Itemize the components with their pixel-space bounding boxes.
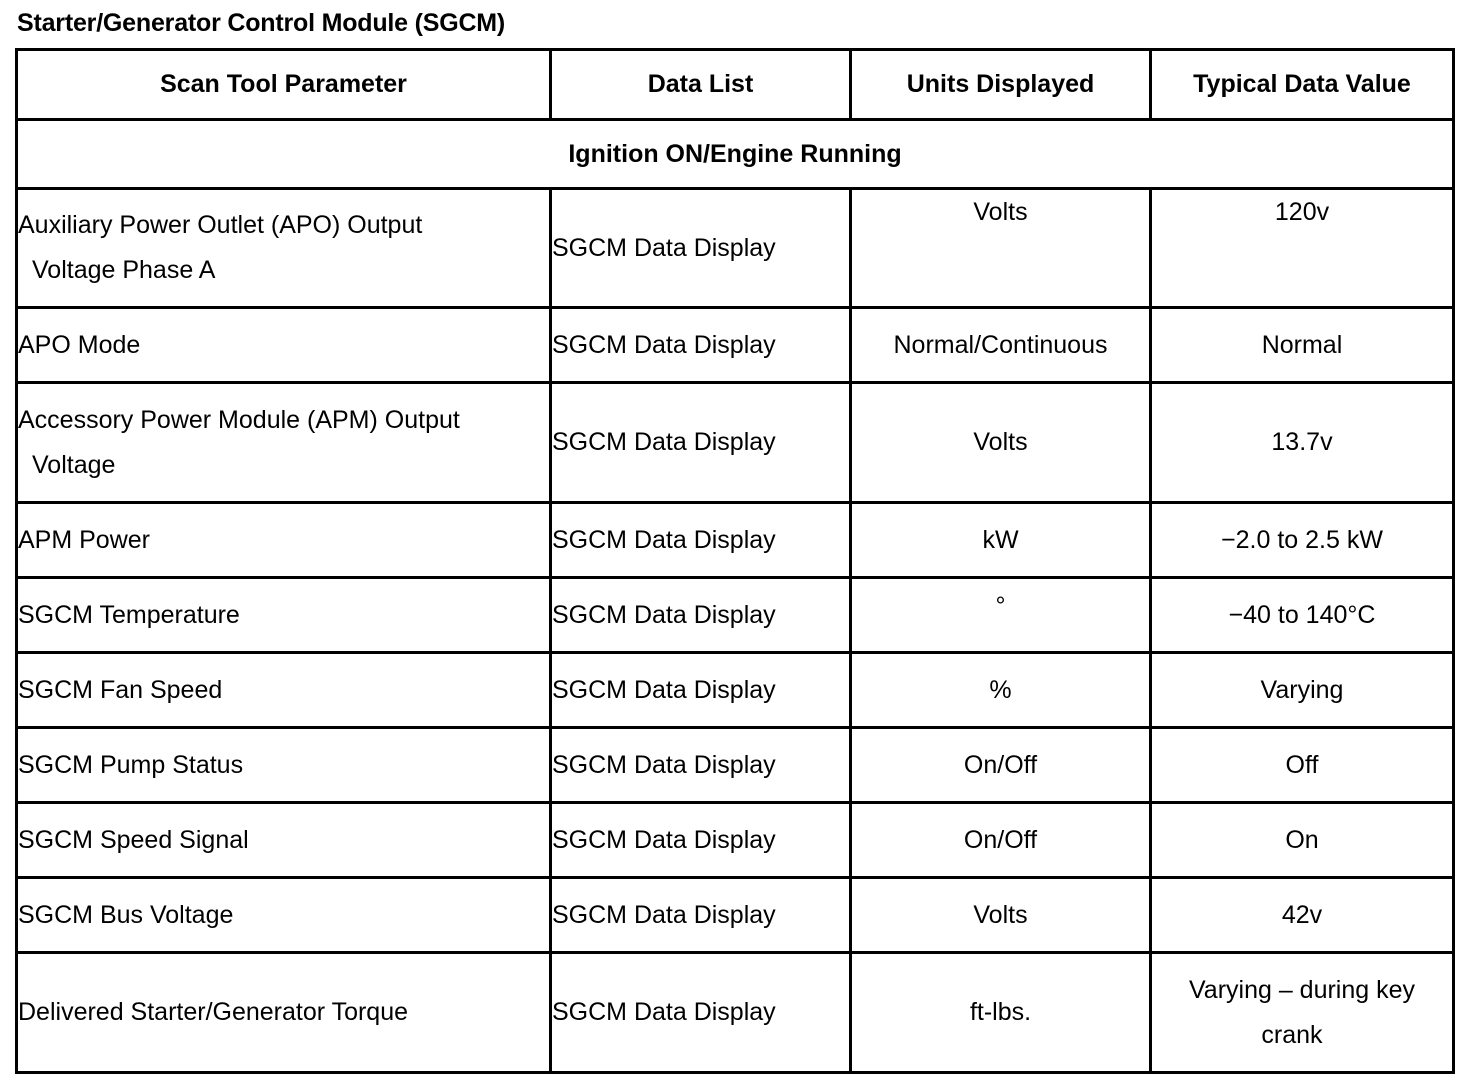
table-row [17,578,1454,653]
scan-tool-data-table [15,48,1455,1074]
parameter-cell [17,189,551,308]
typical-value-cell: Off [1151,728,1454,803]
parameter-line-2: Voltage Phase A [32,256,216,284]
typical-value-line-1: Varying – during key [1188,975,1416,1004]
units-cell: Volts [851,189,1151,308]
table-row [17,189,1454,308]
header-data-list: Data List [551,50,851,120]
data-list-cell: SGCM Data Display [551,728,851,803]
typical-value-cell: −2.0 to 2.5 kW [1151,503,1454,578]
units-cell: Normal/Continuous [851,308,1151,383]
parameter-cell: APO Mode [17,308,551,383]
parameter-cell: SGCM Fan Speed [17,653,551,728]
parameter-line-1: Accessory Power Module (APM) Output [18,405,460,434]
units-cell: Volts [851,878,1151,953]
parameter-cell: SGCM Speed Signal [17,803,551,878]
typical-value-cell: 120v [1151,189,1454,308]
typical-value-cell: 42v [1151,878,1454,953]
data-list-cell: SGCM Data Display [551,189,851,308]
typical-value-cell: Varying [1151,653,1454,728]
table-row [17,308,1454,383]
header-scan-tool-parameter: Scan Tool Parameter [17,50,551,120]
document-title: Starter/Generator Control Module (SGCM) [17,9,506,37]
data-list-cell: SGCM Data Display [551,953,851,1073]
table-row [17,653,1454,728]
units-cell: On/Off [851,803,1151,878]
typical-value-cell [1151,953,1454,1073]
data-list-cell: SGCM Data Display [551,383,851,503]
data-list-cell: SGCM Data Display [551,503,851,578]
parameter-cell: Delivered Starter/Generator Torque [17,953,551,1073]
table-row [17,503,1454,578]
parameter-cell: APM Power [17,503,551,578]
table-row [17,953,1454,1073]
units-cell: kW [851,503,1151,578]
table-row [17,803,1454,878]
header-typical-data-value: Typical Data Value [1151,50,1454,120]
typical-value-cell: Normal [1151,308,1454,383]
header-row [17,50,1454,120]
data-list-cell: SGCM Data Display [551,308,851,383]
typical-value-cell: 13.7v [1151,383,1454,503]
parameter-line-1: Auxiliary Power Outlet (APO) Output [18,211,423,239]
data-list-cell: SGCM Data Display [551,578,851,653]
units-cell: On/Off [851,728,1151,803]
units-cell: % [851,653,1151,728]
parameter-cell: SGCM Bus Voltage [17,878,551,953]
units-cell: ° [851,578,1151,653]
data-list-cell: SGCM Data Display [551,878,851,953]
units-cell: ft-lbs. [851,953,1151,1073]
parameter-cell: SGCM Pump Status [17,728,551,803]
parameter-cell [17,383,551,503]
table-row [17,383,1454,503]
header-units-displayed: Units Displayed [851,50,1151,120]
parameter-line-2: Voltage [32,450,116,479]
section-heading: Ignition ON/Engine Running [17,120,1454,189]
table-row [17,728,1454,803]
data-list-cell: SGCM Data Display [551,653,851,728]
section-row [17,120,1454,189]
typical-value-line-2: crank [1261,1020,1323,1049]
typical-value-cell: On [1151,803,1454,878]
parameter-cell: SGCM Temperature [17,578,551,653]
data-list-cell: SGCM Data Display [551,803,851,878]
table-row [17,878,1454,953]
units-cell: Volts [851,383,1151,503]
typical-value-cell: −40 to 140°C [1151,578,1454,653]
